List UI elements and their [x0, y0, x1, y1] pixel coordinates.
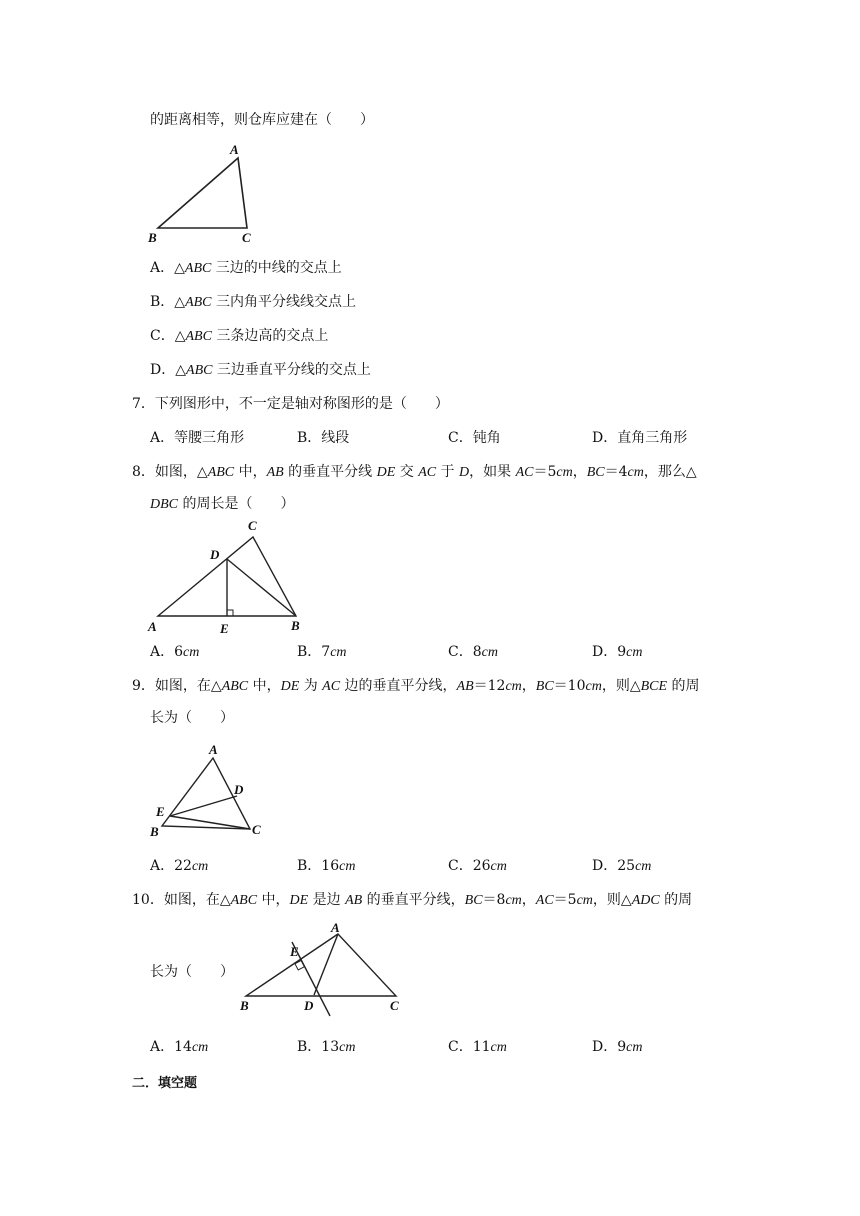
q6-option-c[interactable]: C．△ABC 三条边高的交点上 — [150, 328, 329, 344]
question-8-stem: 8．如图，△ABC 中，AB 的垂直平分线 DE 交 AC 于 D，如果 AC＝5cm，BC＝4cm，那么△ — [132, 464, 697, 480]
q7-option-d[interactable]: D．直角三角形 — [592, 430, 688, 446]
label-C: C — [252, 822, 261, 837]
q10-option-c[interactable]: C．11cm — [448, 1039, 507, 1055]
label-C: C — [242, 230, 251, 245]
label-D: D — [210, 547, 220, 562]
label-A: A — [148, 619, 157, 634]
q7-option-a[interactable]: A．等腰三角形 — [150, 430, 245, 446]
q9-option-d[interactable]: D．25cm — [592, 858, 652, 874]
q7-option-b[interactable]: B．线段 — [297, 430, 350, 446]
q9-triangle-figure — [140, 738, 270, 843]
label-A: A — [331, 920, 340, 935]
q6-triangle-figure — [140, 140, 270, 250]
label-B: B — [291, 618, 300, 633]
label-E: E — [156, 804, 165, 819]
q9-option-b[interactable]: B．16cm — [297, 858, 356, 874]
label-C: C — [248, 518, 257, 533]
q8-option-c[interactable]: C．8cm — [448, 644, 498, 660]
label-C: C — [390, 998, 399, 1013]
q8-option-d[interactable]: D．9cm — [592, 644, 643, 660]
label-E: E — [220, 621, 229, 636]
q6-option-a[interactable]: A．△ABC 三边的中线的交点上 — [150, 260, 342, 276]
label-B: B — [240, 998, 249, 1013]
question-7-stem: 7．下列图形中，不一定是轴对称图形的是（ ） — [132, 396, 449, 412]
q10-option-a[interactable]: A．14cm — [150, 1039, 209, 1055]
question-9-stem-line2: 长为（ ） — [150, 710, 234, 726]
label-D: D — [234, 782, 244, 797]
question-10-stem-line2: 长为（ ） — [150, 964, 234, 980]
q7-option-c[interactable]: C．钝角 — [448, 430, 501, 446]
q6-option-b[interactable]: B．△ABC 三内角平分线线交点上 — [150, 294, 356, 310]
q9-option-a[interactable]: A．22cm — [150, 858, 209, 874]
question-6-stem: 的距离相等，则仓库应建在（ ） — [150, 112, 374, 128]
q8-triangle-figure — [140, 515, 310, 635]
label-E: E — [290, 944, 299, 959]
label-B: B — [148, 230, 157, 245]
section-heading-fill-in-blank: 二．填空题 — [132, 1076, 198, 1091]
q6-option-d[interactable]: D．△ABC 三边垂直平分线的交点上 — [150, 362, 371, 378]
q8-option-a[interactable]: A．6cm — [150, 644, 200, 660]
q10-triangle-figure — [232, 916, 412, 1021]
label-D: D — [304, 998, 314, 1013]
q10-option-b[interactable]: B．13cm — [297, 1039, 356, 1055]
q9-option-c[interactable]: C．26cm — [448, 858, 507, 874]
label-B: B — [150, 824, 159, 839]
question-10-stem: 10．如图，在△ABC 中，DE 是边 AB 的垂直平分线，BC＝8cm，AC＝5cm，则△ADC 的周 — [132, 892, 693, 908]
label-A: A — [230, 142, 239, 157]
q8-option-b[interactable]: B．7cm — [297, 644, 347, 660]
label-A: A — [209, 742, 218, 757]
question-8-stem-line2: DBC 的周长是（ ） — [150, 496, 295, 512]
question-9-stem: 9．如图，在△ABC 中，DE 为 AC 边的垂直平分线，AB＝12cm，BC＝10cm，则△BCE 的周 — [132, 678, 700, 694]
q10-option-d[interactable]: D．9cm — [592, 1039, 643, 1055]
